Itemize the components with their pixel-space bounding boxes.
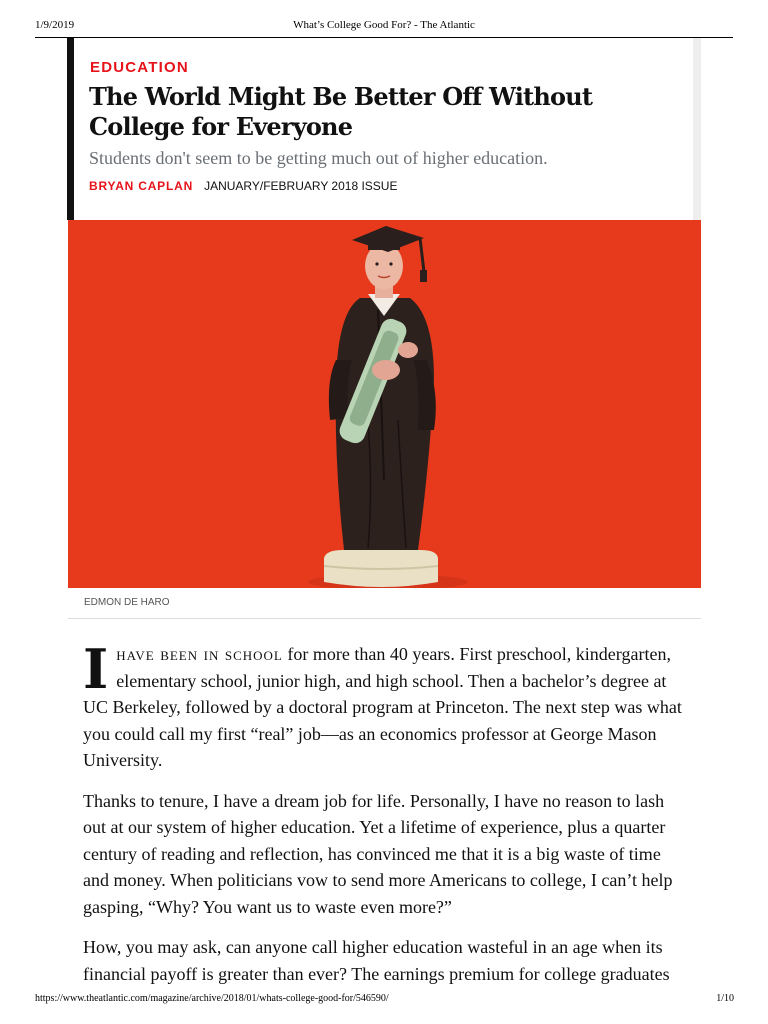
print-footer [0, 990, 768, 1010]
paragraph-1-text: for more than 40 years. First preschool, kindergarten, elementary school, junior high, and high school. Then a bachelor’s degree at UC Berkeley, followed by a doctoral program at Princeton. The next step was what you could call my first “real” job—as an economics professor at George Mason University. [83, 644, 682, 770]
headline-line-1: The World Might Be Better Off Without [89, 82, 593, 111]
page-url: https://www.theatlantic.com/magazine/archive/2018/01/whats-college-good-for/546590/ [35, 993, 389, 1004]
paragraph: How, you may ask, can anyone call higher education wasteful in an age when its financial payoff is greater than ever? The earnings premium for college graduates [83, 937, 670, 984]
article-header [67, 38, 701, 220]
article-headline [89, 82, 649, 142]
section-label[interactable]: EDUCATION [90, 59, 189, 76]
page-number: 1/10 [716, 993, 734, 1004]
lead-in: have been in school [116, 644, 283, 664]
article-body [83, 637, 683, 1001]
paragraph: Thanks to tenure, I have a dream job for life. Personally, I have no reason to lash out at our system of higher education. Yet a lifetime of experience, plus a quarter century of reading and reflection, has convinced me that it is a big waste of time and money. When politicians vow to send more Americans to college, I can’t help gasping, “Why? You want us to waste even more?” [83, 790, 673, 917]
image-caption: EDMON DE HARO [84, 597, 170, 608]
drop-cap: I [83, 637, 109, 701]
issue-link[interactable]: JANUARY/FEBRUARY 2018 ISSUE [204, 179, 398, 193]
print-header [0, 0, 768, 36]
print-page-title: What’s College Good For? - The Atlantic [293, 19, 475, 31]
hero-image [68, 220, 701, 588]
author-link[interactable]: BRYAN CAPLAN [89, 179, 194, 193]
graduate-figurine-illustration [68, 220, 701, 588]
caption-divider [68, 618, 701, 619]
article-dek: Students don't seem to be getting much out of higher education. [89, 148, 548, 168]
header-side-panel [693, 38, 701, 220]
header-accent-bar [67, 38, 74, 220]
byline [89, 179, 397, 194]
print-date: 1/9/2019 [35, 19, 75, 31]
paragraph [83, 637, 683, 774]
headline-line-2: College for Everyone [89, 112, 353, 141]
